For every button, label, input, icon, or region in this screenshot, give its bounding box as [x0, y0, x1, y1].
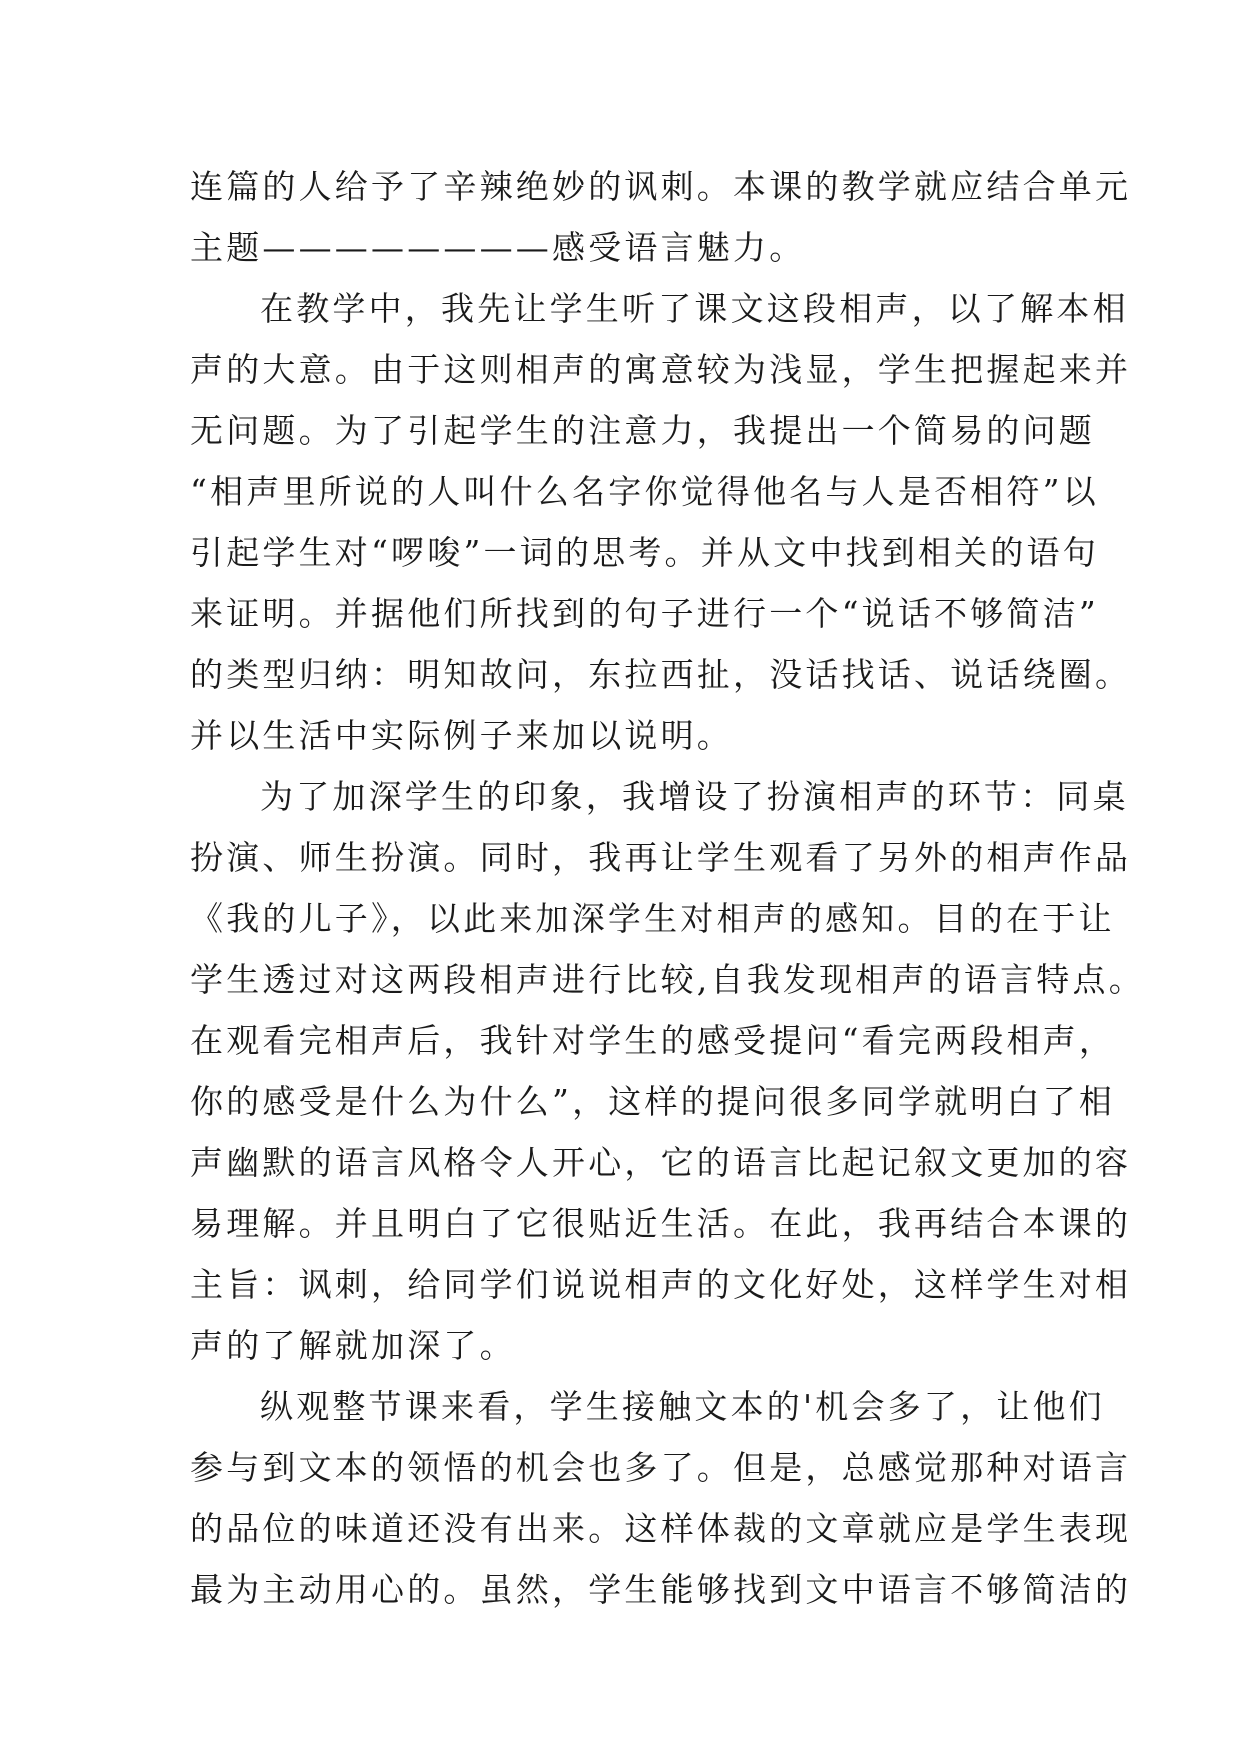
document-body: [190, 156, 1145, 1620]
paragraph-1: [190, 156, 1132, 278]
text-line: 的类型归纳：明知故问，东拉西扯，没话找话、说话绕圈。: [190, 655, 1132, 694]
text-line: 连篇的人给予了辛辣绝妙的讽刺。本课的教学就应结合单元: [190, 167, 1132, 206]
paragraph-3: [190, 766, 1145, 1376]
text-line: 在观看完相声后，我针对学生的感受提问“看完两段相声，: [190, 1021, 1116, 1060]
text-line: 的品位的味道还没有出来。这样体裁的文章就应是学生表现: [190, 1509, 1132, 1548]
text-line: 主题————————感受语言魅力。: [190, 228, 806, 267]
text-line: 参与到文本的领悟的机会也多了。但是，总感觉那种对语言: [190, 1448, 1132, 1487]
paragraph-2: [190, 278, 1132, 766]
text-line: 声幽默的语言风格令人开心，它的语言比起记叙文更加的容: [190, 1143, 1132, 1182]
text-line: 主旨：讽刺，给同学们说说相声的文化好处，这样学生对相: [190, 1265, 1132, 1304]
text-line: 易理解。并且明白了它很贴近生活。在此，我再结合本课的: [190, 1204, 1132, 1243]
text-line: 来证明。并据他们所找到的句子进行一个“说话不够简洁”: [190, 594, 1099, 633]
text-line: 引起学生对“啰唆”一词的思考。并从文中找到相关的语句: [190, 533, 1099, 572]
text-line: 无问题。为了引起学生的注意力，我提出一个简易的问题: [190, 411, 1095, 450]
text-line: 最为主动用心的。虽然，学生能够找到文中语言不够简洁的: [190, 1570, 1132, 1609]
text-line: 声的大意。由于这则相声的寓意较为浅显，学生把握起来并: [190, 350, 1132, 389]
text-line: “相声里所说的人叫什么名字你觉得他名与人是否相符”以: [190, 472, 1099, 511]
text-line: 你的感受是什么为什么”，这样的提问很多同学就明白了相: [190, 1082, 1116, 1121]
text-line: 在教学中，我先让学生听了课文这段相声，以了解本相: [260, 289, 1129, 328]
paragraph-4: [190, 1376, 1132, 1620]
text-line: 扮演、师生扮演。同时，我再让学生观看了另外的相声作品: [190, 838, 1132, 877]
text-line: 纵观整节课来看，学生接触文本的'机会多了，让他们: [260, 1387, 1105, 1426]
text-line: 为了加深学生的印象，我增设了扮演相声的环节：同桌: [260, 777, 1129, 816]
text-line: 《我的儿子》，以此来加深学生对相声的感知。目的在于让: [190, 899, 1115, 938]
text-line: 并以生活中实际例子来加以说明。: [190, 716, 733, 755]
text-line: 学生透过对这两段相声进行比较,自我发现相声的语言特点。: [190, 960, 1145, 999]
text-line: 声的了解就加深了。: [190, 1326, 516, 1365]
